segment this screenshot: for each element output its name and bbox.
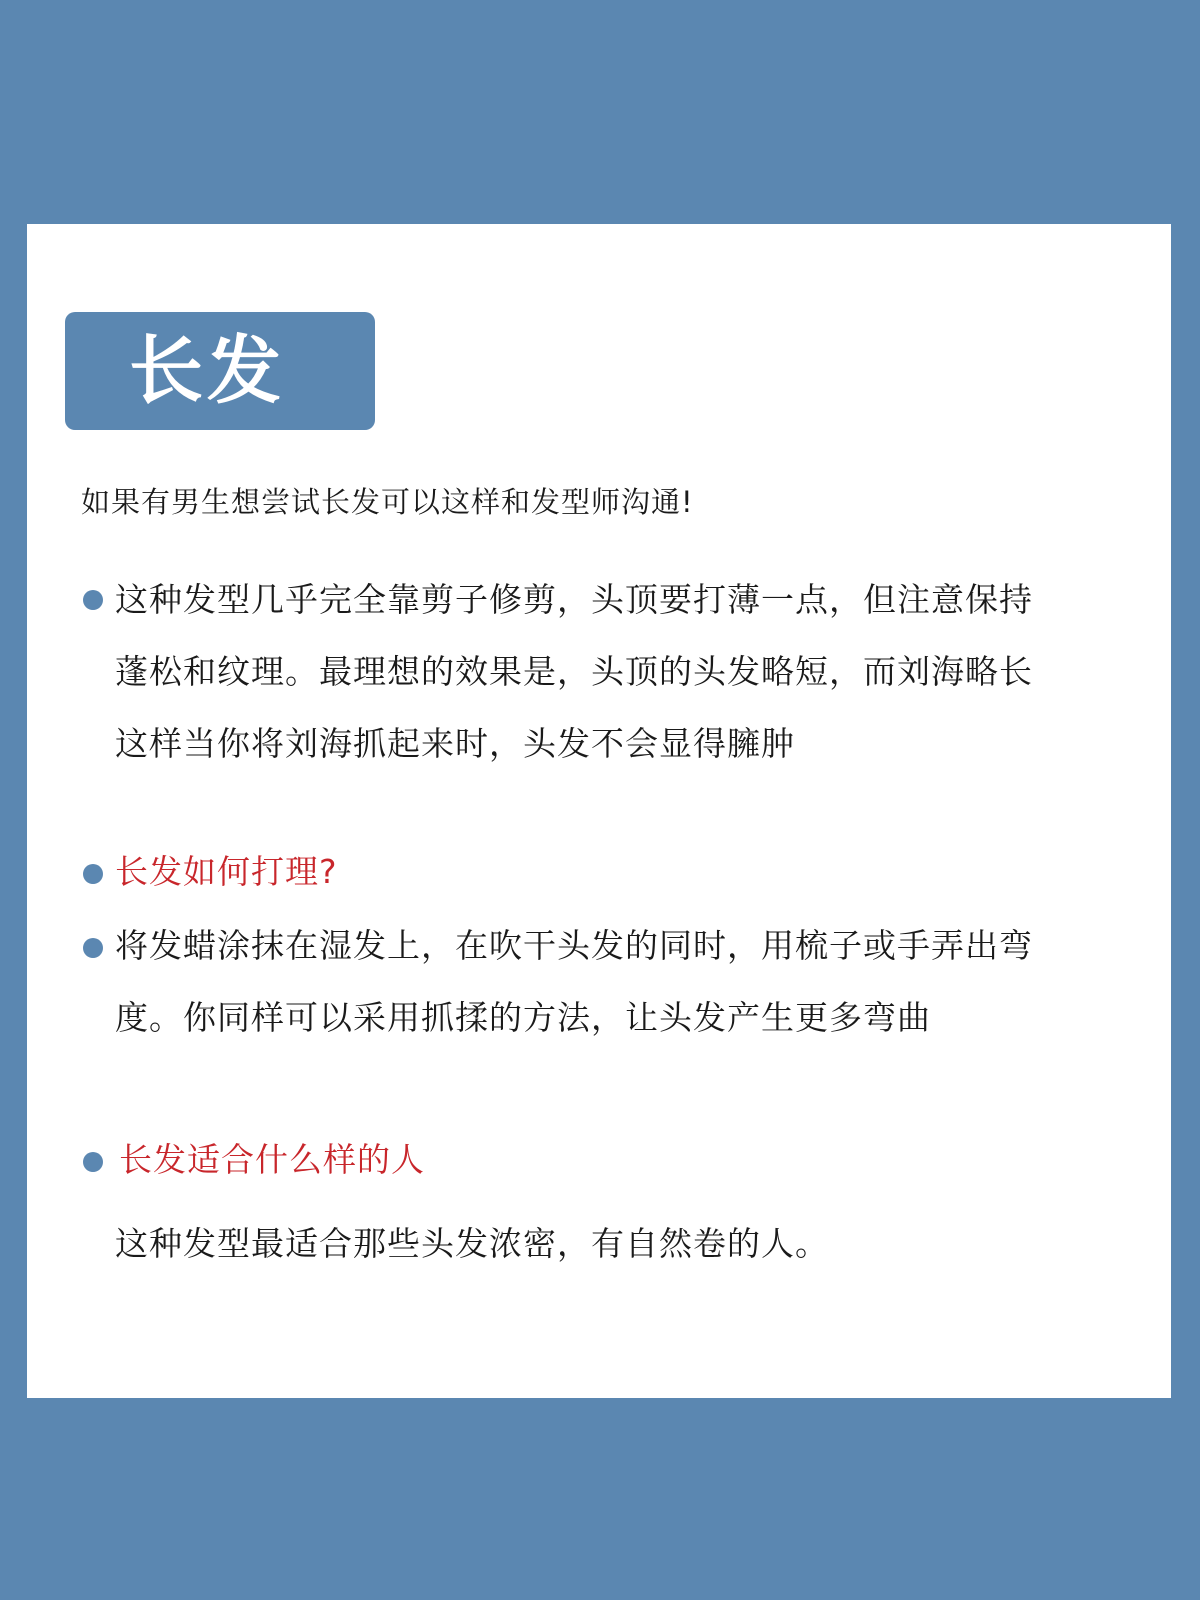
paragraph-1-line: 这种发型几乎完全靠剪子修剪，头顶要打薄一点，但注意保持: [115, 580, 1033, 619]
section-heading-suitable: 长发适合什么样的人: [119, 1140, 425, 1179]
paragraph-1: [115, 564, 1155, 780]
bullet-dot-icon: [83, 864, 103, 884]
section-heading-care: 长发如何打理?: [115, 852, 338, 891]
bullet-dot-icon: [83, 938, 103, 958]
paragraph-2: [115, 910, 1155, 1054]
paragraph-2-line: 将发蜡涂抹在湿发上，在吹干头发的同时，用梳子或手弄出弯: [115, 926, 1033, 965]
paragraph-1-line: 这样当你将刘海抓起来时，头发不会显得臃肿: [115, 724, 795, 763]
bullet-dot-icon: [83, 1152, 103, 1172]
content-card: [27, 224, 1171, 1398]
bullet-dot-icon: [83, 590, 103, 610]
page-title: 长发: [129, 328, 285, 414]
paragraph-2-line: 度。你同样可以采用抓揉的方法，让头发产生更多弯曲: [115, 998, 931, 1037]
paragraph-3: 这种发型最适合那些头发浓密，有自然卷的人。: [115, 1224, 829, 1263]
title-badge: [65, 312, 375, 430]
intro-text: 如果有男生想尝试长发可以这样和发型师沟通!: [81, 485, 694, 519]
paragraph-1-line: 蓬松和纹理。最理想的效果是，头顶的头发略短，而刘海略长: [115, 652, 1033, 691]
